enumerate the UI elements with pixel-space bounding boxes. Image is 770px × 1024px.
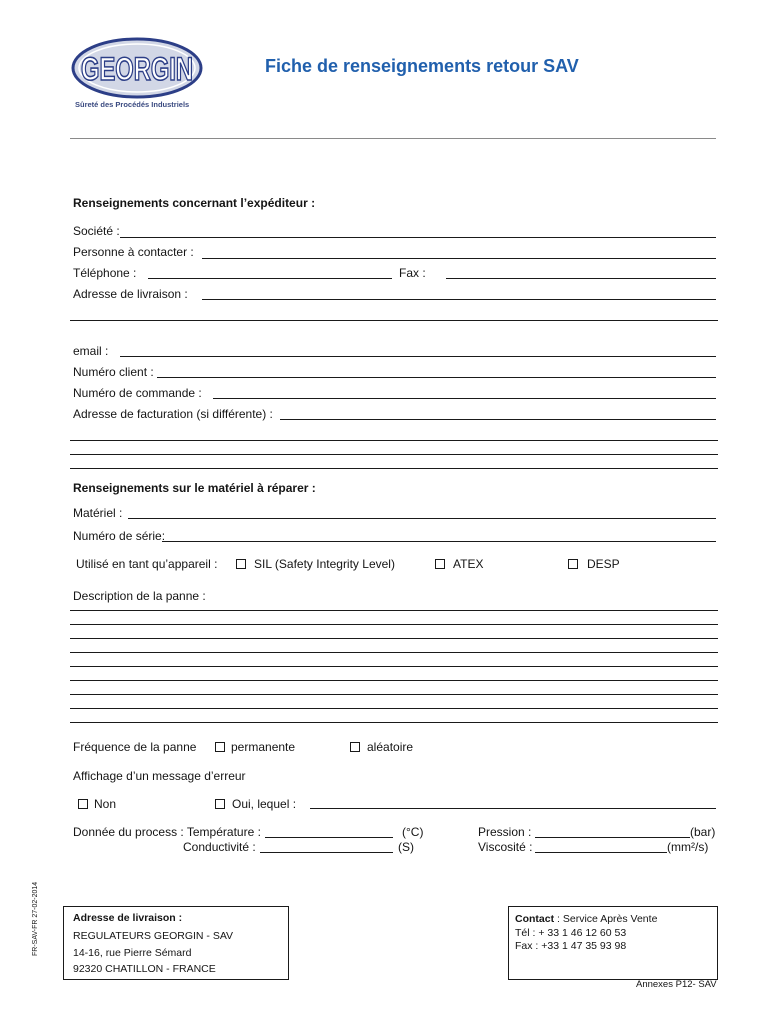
process-temperature-row — [73, 825, 261, 839]
error-yes-label: Oui, lequel : — [232, 797, 297, 811]
permanent-checkbox[interactable] — [215, 742, 225, 752]
billing-address-extra-line[interactable] — [70, 440, 718, 441]
viscosity-unit: (mm²/s) — [667, 840, 709, 854]
conductivity-field[interactable] — [260, 852, 393, 853]
telephone-label: Téléphone : — [73, 266, 137, 280]
contact-person-field[interactable] — [202, 258, 716, 259]
viscosity-label: Viscosité : — [478, 840, 533, 854]
billing-address-label: Adresse de facturation (si différente) : — [73, 407, 273, 421]
material-label: Matériel : — [73, 506, 123, 520]
pressure-unit: (bar) — [690, 825, 716, 839]
error-no-checkbox[interactable] — [78, 799, 88, 809]
email-field[interactable] — [120, 356, 716, 357]
failure-description-line[interactable] — [70, 624, 718, 625]
delivery-address-label: Adresse de livraison : — [73, 287, 188, 301]
delivery-address-field[interactable] — [202, 299, 716, 300]
equipment-section-heading: Renseignements sur le matériel à réparer : — [73, 481, 316, 495]
delivery-box-line: REGULATEURS GEORGIN - SAV — [73, 930, 234, 942]
serial-number-label: Numéro de série: — [73, 529, 166, 543]
contact-line — [515, 913, 657, 925]
page-title: Fiche de renseignements retour SAV — [265, 56, 579, 76]
pressure-field[interactable] — [535, 837, 690, 838]
pressure-label: Pression : — [478, 825, 532, 839]
logo-tagline: Sûreté des Procédés Industriels — [75, 100, 190, 109]
conductivity-label: Conductivité : — [183, 840, 256, 854]
delivery-address-box — [63, 906, 289, 980]
order-number-label: Numéro de commande : — [73, 386, 202, 400]
conductivity-unit: (S) — [398, 840, 414, 854]
contact-phone: Tél : + 33 1 46 12 60 53 — [515, 927, 627, 939]
contact-box — [508, 906, 718, 980]
delivery-box-heading: Adresse de livraison : — [73, 912, 183, 924]
order-number-field[interactable] — [213, 398, 716, 399]
desp-option-label: DESP — [587, 557, 620, 571]
email-label: email : — [73, 344, 109, 358]
societe-label: Société : — [73, 224, 120, 238]
telephone-field[interactable] — [148, 278, 392, 279]
delivery-box-line: 14-16, rue Pierre Sémard — [73, 947, 192, 959]
serial-number-field[interactable] — [162, 541, 716, 542]
fax-field[interactable] — [446, 278, 716, 279]
viscosity-field[interactable] — [535, 852, 667, 853]
process-data-label: Donnée du process : — [73, 825, 184, 839]
temperature-field[interactable] — [265, 837, 393, 838]
material-field[interactable] — [128, 518, 716, 519]
billing-address-extra-line[interactable] — [70, 454, 718, 455]
failure-description-line[interactable] — [70, 638, 718, 639]
billing-address-extra-line[interactable] — [70, 468, 718, 469]
permanent-option-label: permanente — [231, 740, 296, 754]
error-no-label: Non — [94, 797, 117, 811]
failure-description-label: Description de la panne : — [73, 589, 206, 603]
page-footer: Annexes P12- SAV — [636, 979, 717, 990]
failure-frequency-label: Fréquence de la panne — [73, 740, 197, 754]
delivery-address-extra-line[interactable] — [70, 320, 718, 321]
logo-wordmark: GEORGIN — [81, 51, 193, 87]
sender-section-heading: Renseignements concernant l’expéditeur : — [73, 196, 316, 210]
fax-label: Fax : — [399, 266, 426, 280]
atex-option-label: ATEX — [453, 557, 484, 571]
error-message-field[interactable] — [310, 808, 716, 809]
client-number-field[interactable] — [157, 377, 716, 378]
contact-person-label: Personne à contacter : — [73, 245, 194, 259]
contact-heading: Contact — [515, 913, 555, 925]
error-yes-checkbox[interactable] — [215, 799, 225, 809]
failure-description-line[interactable] — [70, 722, 718, 723]
failure-description-line[interactable] — [70, 610, 718, 611]
contact-fax: Fax : +33 1 47 35 93 98 — [515, 940, 627, 952]
desp-checkbox[interactable] — [568, 559, 578, 569]
client-number-label: Numéro client : — [73, 365, 154, 379]
contact-service: : Service Après Vente — [557, 913, 658, 925]
header-divider — [70, 138, 716, 139]
failure-description-line[interactable] — [70, 708, 718, 709]
usage-label: Utilisé en tant qu’appareil : — [76, 557, 218, 571]
societe-field[interactable] — [120, 237, 716, 238]
failure-description-line[interactable] — [70, 694, 718, 695]
failure-description-line[interactable] — [70, 666, 718, 667]
document-reference: FR-SAV-FR 27-02-2014 — [32, 881, 39, 957]
sil-option-label: SIL (Safety Integrity Level) — [254, 557, 395, 571]
failure-description-line[interactable] — [70, 652, 718, 653]
sil-checkbox[interactable] — [236, 559, 246, 569]
failure-description-line[interactable] — [70, 680, 718, 681]
random-option-label: aléatoire — [367, 740, 414, 754]
billing-address-field[interactable] — [280, 419, 716, 420]
temperature-unit: (°C) — [402, 825, 424, 839]
atex-checkbox[interactable] — [435, 559, 445, 569]
delivery-box-line: 92320 CHATILLON - FRANCE — [73, 963, 216, 975]
temperature-label: Température : — [186, 825, 261, 839]
random-checkbox[interactable] — [350, 742, 360, 752]
georgin-logo — [70, 36, 204, 100]
error-message-label: Affichage d’un message d’erreur — [73, 769, 246, 783]
